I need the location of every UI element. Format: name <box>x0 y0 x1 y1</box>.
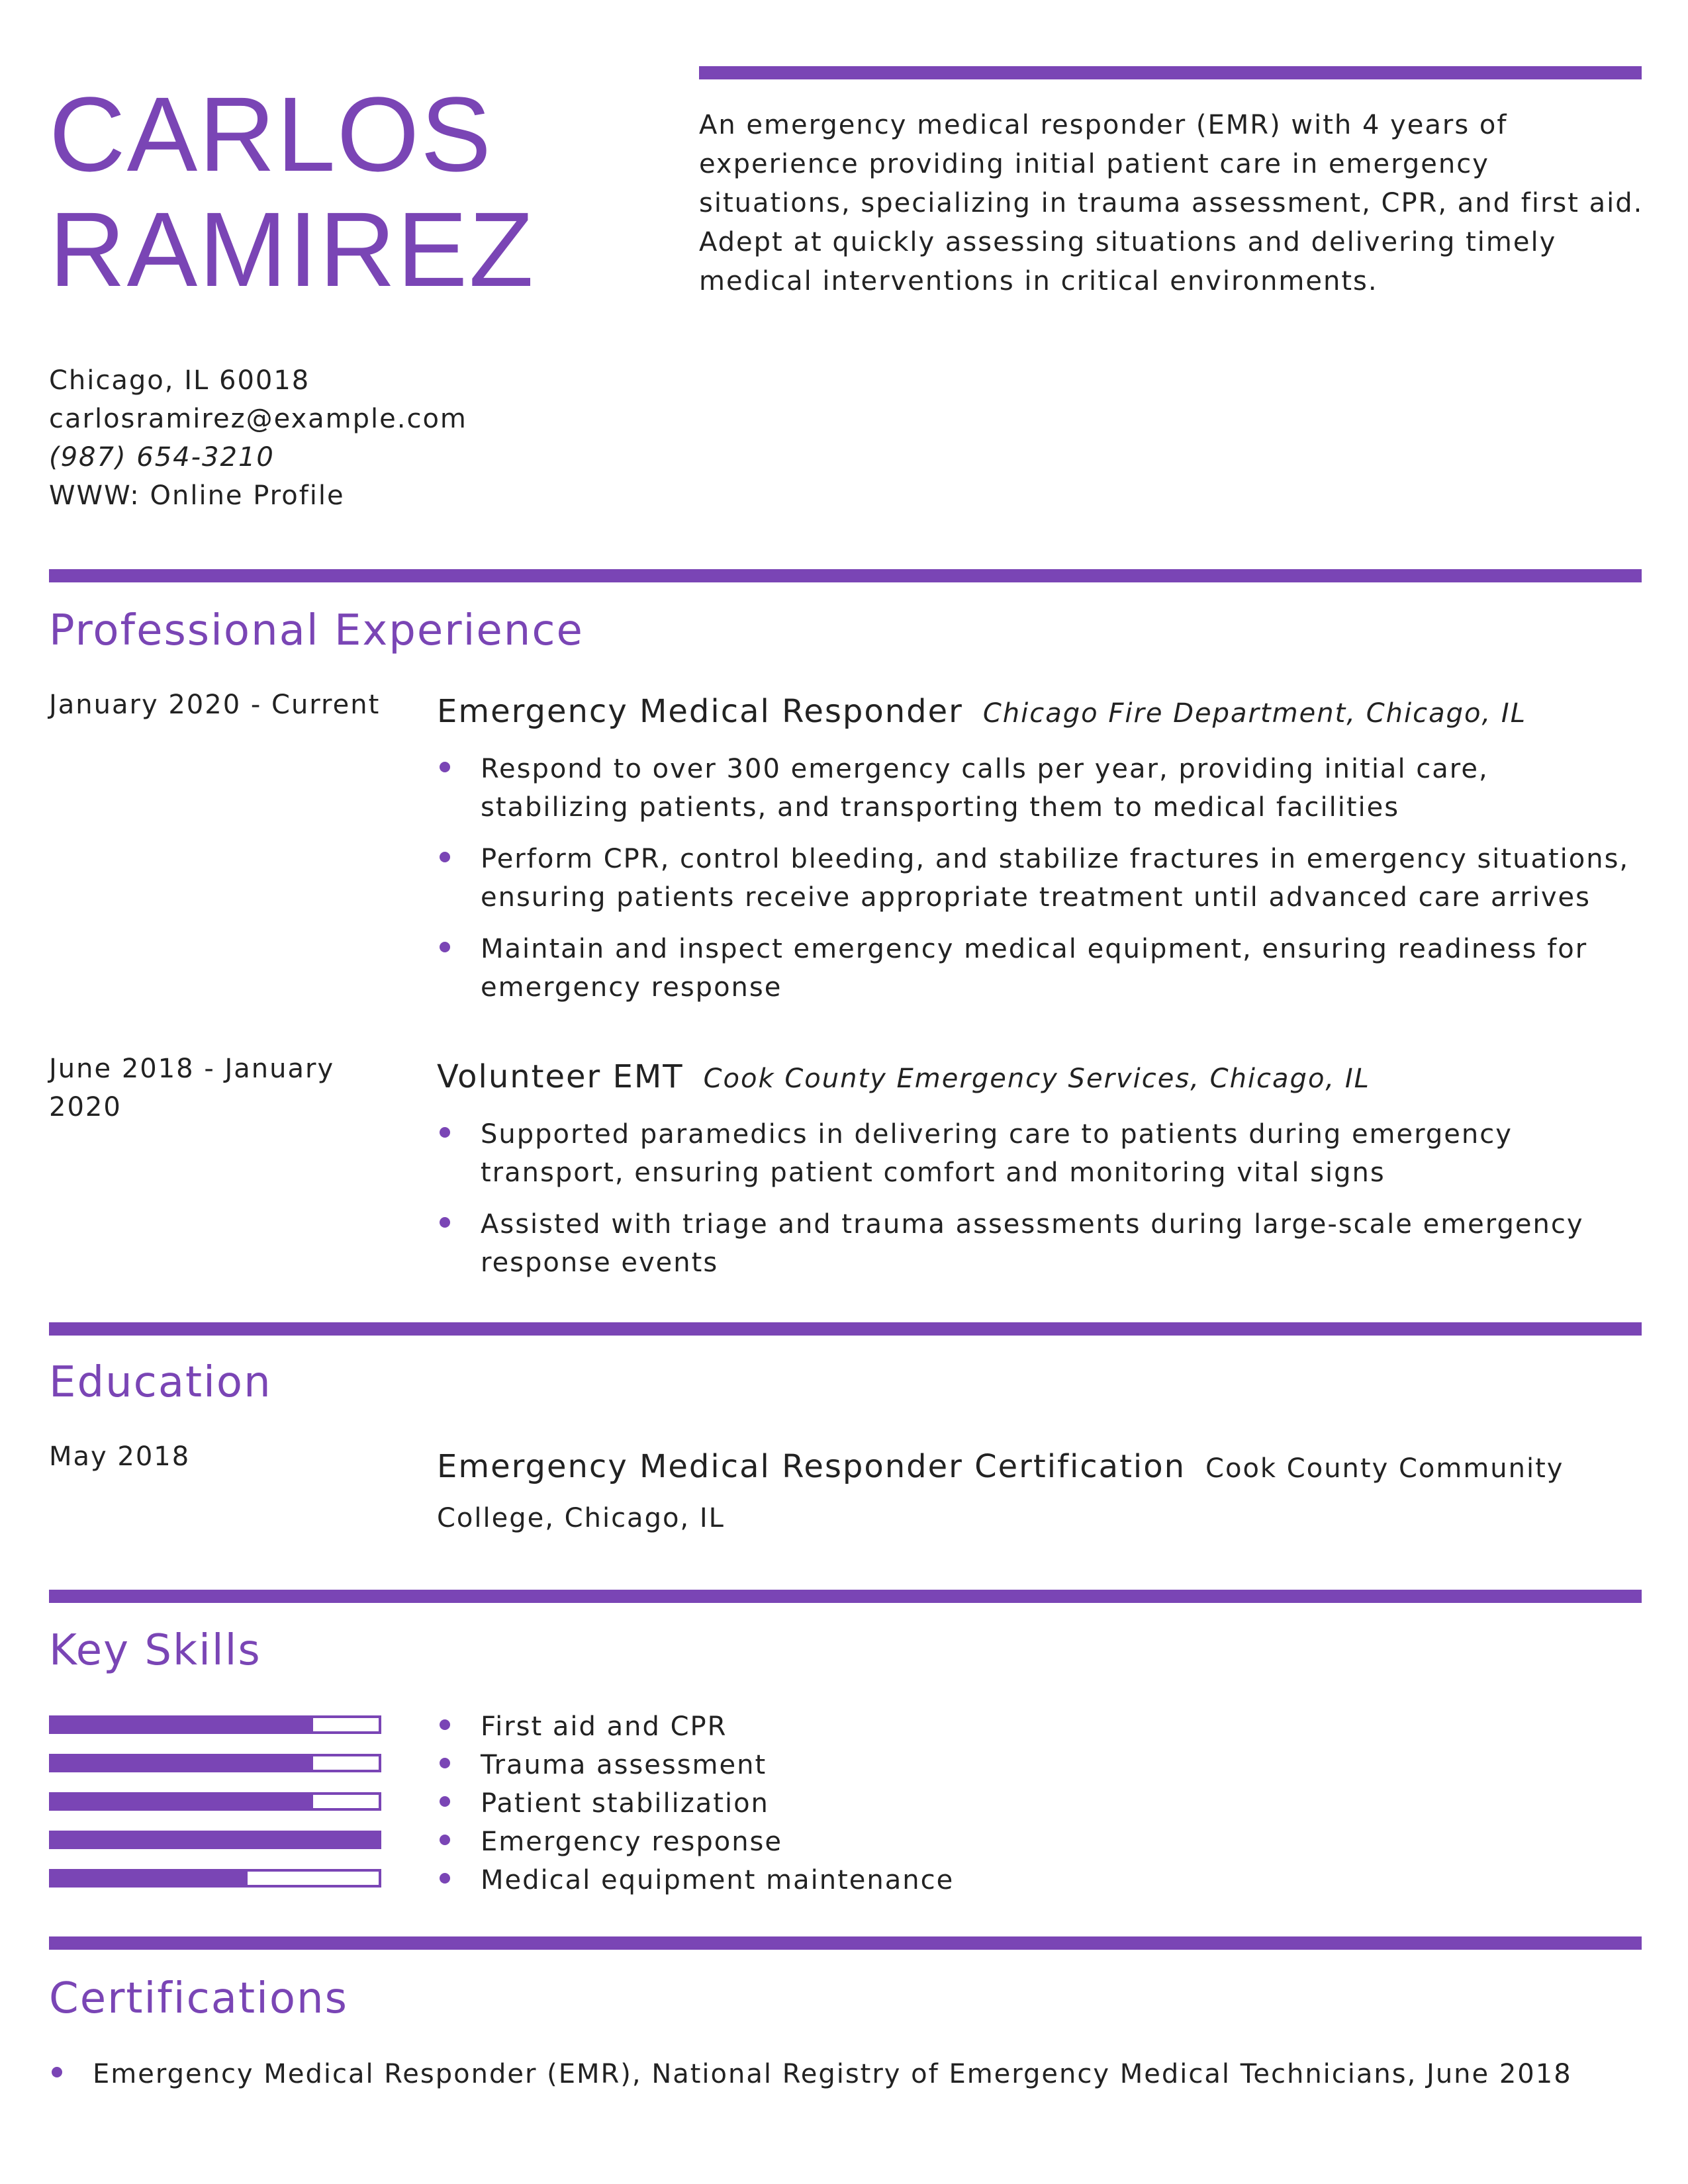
contact-phone[interactable]: (987) 654-3210 <box>49 442 275 473</box>
list-item <box>437 1784 1642 1823</box>
education-school: Cook County Community College, Chicago, IL <box>437 1453 1564 1533</box>
list-item <box>437 750 1642 827</box>
contact-email[interactable]: carlosramirez@example.com <box>49 404 467 434</box>
job-organization: Cook County Emergency Services, Chicago, IL <box>703 1064 1370 1094</box>
list-item <box>437 1115 1642 1192</box>
skill-level-fill <box>52 1756 313 1770</box>
experience-rule <box>49 569 1642 582</box>
job-header <box>437 1056 1642 1099</box>
list-item <box>437 1746 1642 1784</box>
skill-name: Emergency response <box>481 1827 782 1857</box>
education-entry <box>437 1443 1642 1542</box>
job-role: Emergency Medical Responder <box>437 693 963 730</box>
contact-info <box>49 361 467 515</box>
summary-top-rule <box>699 66 1642 79</box>
list-item <box>437 1823 1642 1861</box>
bullet-text: Respond to over 300 emergency calls per year, providing initial care, stabilizing patients, and transporting them to medical facilities <box>481 754 1489 823</box>
skill-level-bar <box>49 1792 381 1811</box>
skill-level-fill <box>52 1718 313 1731</box>
bullet-icon <box>440 1873 450 1884</box>
list-item <box>437 1707 1642 1746</box>
bullet-icon <box>440 1796 450 1807</box>
skill-level-bar <box>49 1715 381 1734</box>
job-header <box>437 691 1642 734</box>
contact-website[interactable]: WWW: Online Profile <box>49 480 345 511</box>
job-dates: January 2020 - Current <box>49 690 381 720</box>
job-role: Volunteer EMT <box>437 1058 684 1095</box>
bullet-text: Supported paramedics in delivering care to patients during emergency transport, ensuring patient comfort and monitoring vital signs <box>481 1119 1513 1188</box>
list-item <box>437 1205 1642 1282</box>
certifications-list <box>49 2055 1642 2107</box>
skill-level-fill <box>52 1872 248 1885</box>
list-item <box>437 930 1642 1007</box>
skill-name: Patient stabilization <box>481 1788 769 1819</box>
experience-title: Professional Experience <box>49 606 584 655</box>
bullet-icon <box>440 1719 450 1730</box>
list-item <box>437 840 1642 917</box>
bullet-text: Maintain and inspect emergency medical equipment, ensuring readiness for emergency response <box>481 934 1588 1003</box>
job-bullets <box>437 750 1642 1020</box>
skills-title: Key Skills <box>49 1626 261 1675</box>
skill-level-bar <box>49 1831 381 1849</box>
bullet-icon <box>440 1217 450 1228</box>
first-name: CARLOS <box>49 75 492 193</box>
skill-name: Trauma assessment <box>481 1750 767 1780</box>
bullet-text: Assisted with triage and trauma assessments during large-scale emergency response events <box>481 1209 1584 1278</box>
bullet-icon <box>440 762 450 772</box>
bullet-text: Perform CPR, control bleeding, and stabilize fractures in emergency situations, ensuring patients receive appropriate treatment until advanced care arrives <box>481 844 1630 913</box>
education-title: Education <box>49 1358 272 1407</box>
bullet-icon <box>440 1758 450 1768</box>
skills-list <box>437 1707 1642 1899</box>
skills-rule <box>49 1590 1642 1603</box>
certifications-title: Certifications <box>49 1974 348 2023</box>
contact-location: Chicago, IL 60018 <box>49 365 310 396</box>
job-bullets <box>437 1115 1642 1295</box>
bullet-icon <box>440 852 450 862</box>
certification-text: Emergency Medical Responder (EMR), National Registry of Emergency Medical Technicians, June 2018 <box>93 2059 1572 2089</box>
job-dates: June 2018 - January 2020 <box>49 1054 335 1122</box>
bullet-icon <box>440 942 450 952</box>
list-item <box>49 2055 1642 2093</box>
bullet-icon <box>440 1835 450 1845</box>
skill-level-fill <box>52 1833 379 1846</box>
list-item <box>437 1861 1642 1899</box>
education-rule <box>49 1322 1642 1336</box>
education-degree: Emergency Medical Responder Certification <box>437 1448 1186 1485</box>
professional-summary: An emergency medical responder (EMR) with 4 years of experience providing initial patient care in emergency situations, specializing in trauma assessment, CPR, and first aid. Adept at quickly assessing situations and delivering timely medical interventions in critical environments. <box>699 110 1644 296</box>
certifications-rule <box>49 1936 1642 1950</box>
skill-level-fill <box>52 1795 313 1808</box>
education-date: May 2018 <box>49 1441 191 1472</box>
skill-level-bar <box>49 1869 381 1888</box>
bullet-icon <box>52 2067 62 2077</box>
skill-name: First aid and CPR <box>481 1711 727 1742</box>
bullet-icon <box>440 1127 450 1138</box>
last-name: RAMIREZ <box>49 190 535 308</box>
skill-level-bar <box>49 1754 381 1772</box>
job-organization: Chicago Fire Department, Chicago, IL <box>982 698 1526 729</box>
skill-name: Medical equipment maintenance <box>481 1865 955 1895</box>
